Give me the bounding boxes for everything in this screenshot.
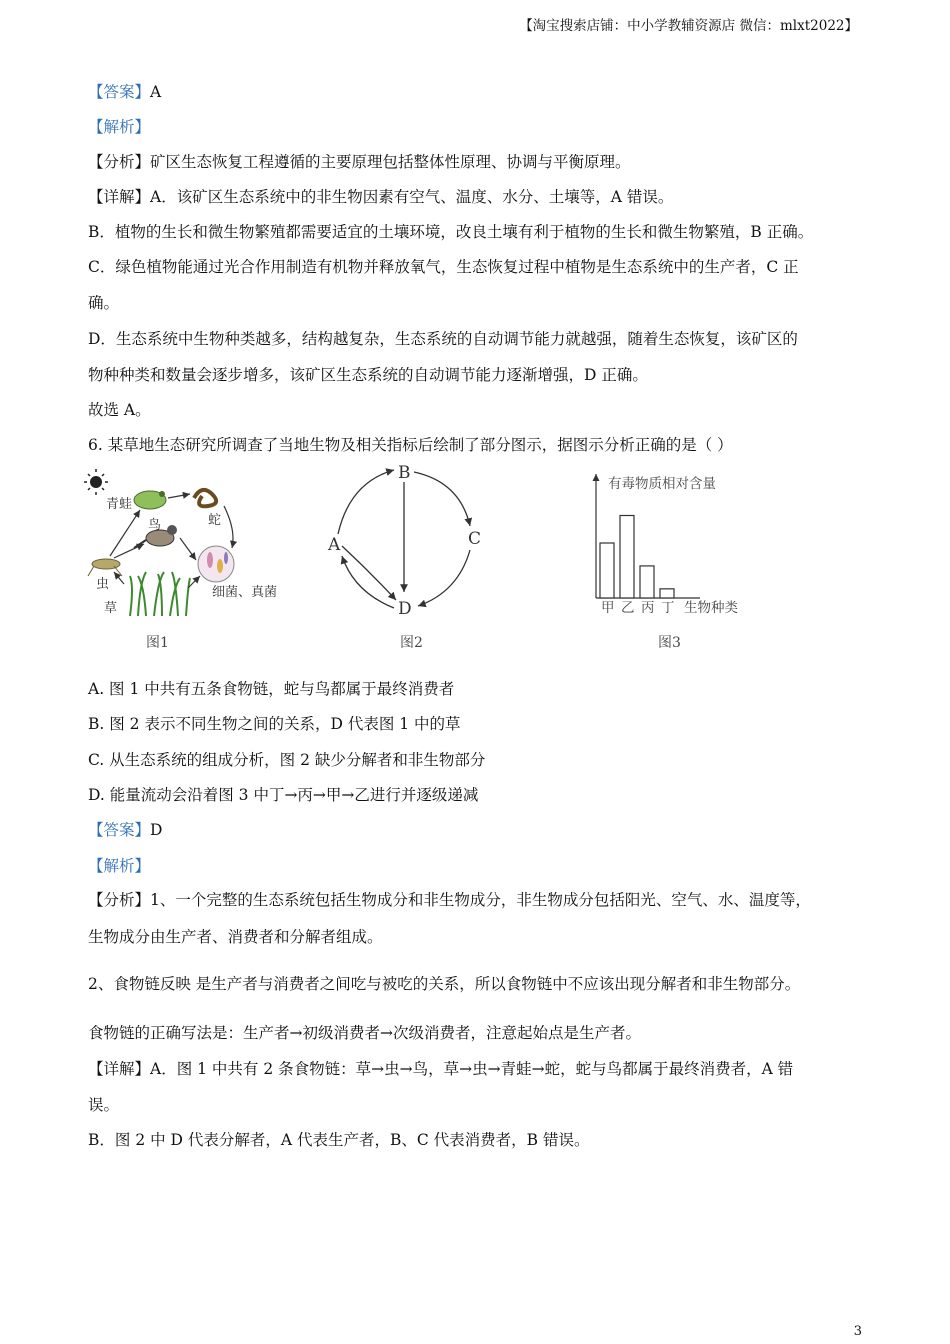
x-tick-label: 乙 (621, 600, 635, 616)
explain-d-line-2: 物种种类和数量会逐步增多，该矿区生态系统的自动调节能力逐渐增强，D 正确。 (88, 366, 648, 384)
explain-c-line-1: C．绿色植物能通过光合作用制造有机物并释放氧气，生态恢复过程中植物是生态系统中的生产者，C 正 (88, 258, 799, 276)
q6-xiangjie-3: B．图 2 中 D 代表分解者，A 代表生产者，B、C 代表消费者，B 错误。 (88, 1131, 590, 1149)
q6-fenxi-3: 2、食物链反映 是生产者与消费者之间吃与被吃的关系，所以食物链中不应该出现分解者和非生物部分。 (88, 975, 801, 993)
x-tick-label: 丁 (661, 600, 675, 616)
bar-1 (620, 516, 634, 599)
node-a: A (328, 535, 341, 555)
bar-2 (640, 566, 654, 598)
figure-1-caption: 图1 (146, 635, 169, 651)
sun-icon (84, 469, 108, 495)
bar-3 (660, 589, 674, 598)
x-axis-label: 生物种类 (684, 600, 738, 616)
analysis-tag: 【解析】 (88, 118, 151, 136)
snake-icon (194, 490, 216, 506)
q6-analysis-tag: 【解析】 (88, 857, 151, 875)
answer-line (88, 82, 161, 102)
q6-answer-tag: 【答案】 (88, 821, 151, 839)
frog-icon (134, 491, 166, 509)
grass-label: 草 (104, 601, 118, 616)
q6-fenxi-1: 【分析】1、一个完整的生态系统包括生物成分和非生物成分，非生物成分包括阳光、空气、水、温度等， (88, 891, 811, 909)
explain-b-line: B．植物的生长和微生物繁殖都需要适宜的土壤环境，改良土壤有利于植物的生长和微生物繁殖，B 正确。 (88, 223, 814, 241)
bird-label: 鸟 (148, 518, 162, 533)
figure-3-bar-chart (590, 470, 760, 620)
explain-d-line-1: D．生态系统中生物种类越多，结构越复杂，生态系统的自动调节能力就越强，随着生态恢复，该矿区的 (88, 330, 798, 348)
q6-fenxi-2: 生物成分由生产者、消费者和分解者组成。 (88, 928, 383, 946)
choose-line: 故选 A。 (88, 401, 151, 419)
figure-3-caption: 图3 (658, 635, 681, 651)
node-d: D (398, 599, 412, 619)
q6-xiangjie-1: 【详解】A．图 1 中共有 2 条食物链：草→虫→鸟，草→虫→青蛙→蛇，蛇与鸟都属于最终消费者，A 错 (88, 1060, 794, 1078)
x-tick-label: 丙 (641, 600, 655, 616)
figure-2-caption: 图2 (400, 635, 423, 651)
option-a: A. 图 1 中共有五条食物链，蛇与鸟都属于最终消费者 (88, 680, 455, 698)
figure-1-food-web (84, 466, 304, 626)
page-header: 【淘宝搜索店铺：中小学教辅资源店 微信：mlxt2022】 (519, 18, 858, 34)
q6-fenxi-4: 食物链的正确写法是：生产者→初级消费者→次级消费者，注意起始点是生产者。 (88, 1024, 641, 1042)
y-axis-label: 有毒物质相对含量 (608, 476, 716, 492)
page-number: 3 (853, 1324, 862, 1339)
fenxi-line: 【分析】矿区生态恢复工程遵循的主要原理包括整体性原理、协调与平衡原理。 (88, 153, 631, 171)
insect-icon (88, 559, 122, 576)
q6-answer-value: D (150, 821, 163, 839)
insect-label: 虫 (96, 577, 110, 592)
figure-2-cycle (320, 462, 500, 622)
grass-icon (130, 572, 190, 616)
explain-c-line-2: 确。 (88, 294, 120, 312)
frog-label: 青蛙 (106, 497, 133, 512)
decomposer-icon (198, 546, 234, 582)
answer-value: A (150, 83, 162, 101)
x-tick-label: 甲 (601, 600, 615, 616)
q6-answer-line (88, 820, 162, 840)
q6-xiangjie-2: 误。 (88, 1096, 120, 1114)
xiangjie-a-line: 【详解】A．该矿区生态系统中的非生物因素有空气、温度、水分、土壤等，A 错误。 (88, 188, 674, 206)
question-6-stem: 6. 某草地生态研究所调查了当地生物及相关指标后绘制了部分图示，据图示分析正确的是（ ） (88, 436, 733, 454)
option-c: C. 从生态系统的组成分析，图 2 缺少分解者和非生物部分 (88, 751, 486, 769)
option-b: B. 图 2 表示不同生物之间的关系，D 代表图 1 中的草 (88, 715, 461, 733)
node-c: C (468, 529, 482, 549)
decomposer-label: 细菌、真菌 (212, 585, 278, 600)
answer-tag: 【答案】 (88, 83, 151, 101)
snake-label: 蛇 (208, 513, 222, 528)
option-d: D. 能量流动会沿着图 3 中丁→丙→甲→乙进行并逐级递减 (88, 786, 479, 804)
bar-0 (600, 543, 614, 598)
node-b: B (398, 463, 411, 483)
